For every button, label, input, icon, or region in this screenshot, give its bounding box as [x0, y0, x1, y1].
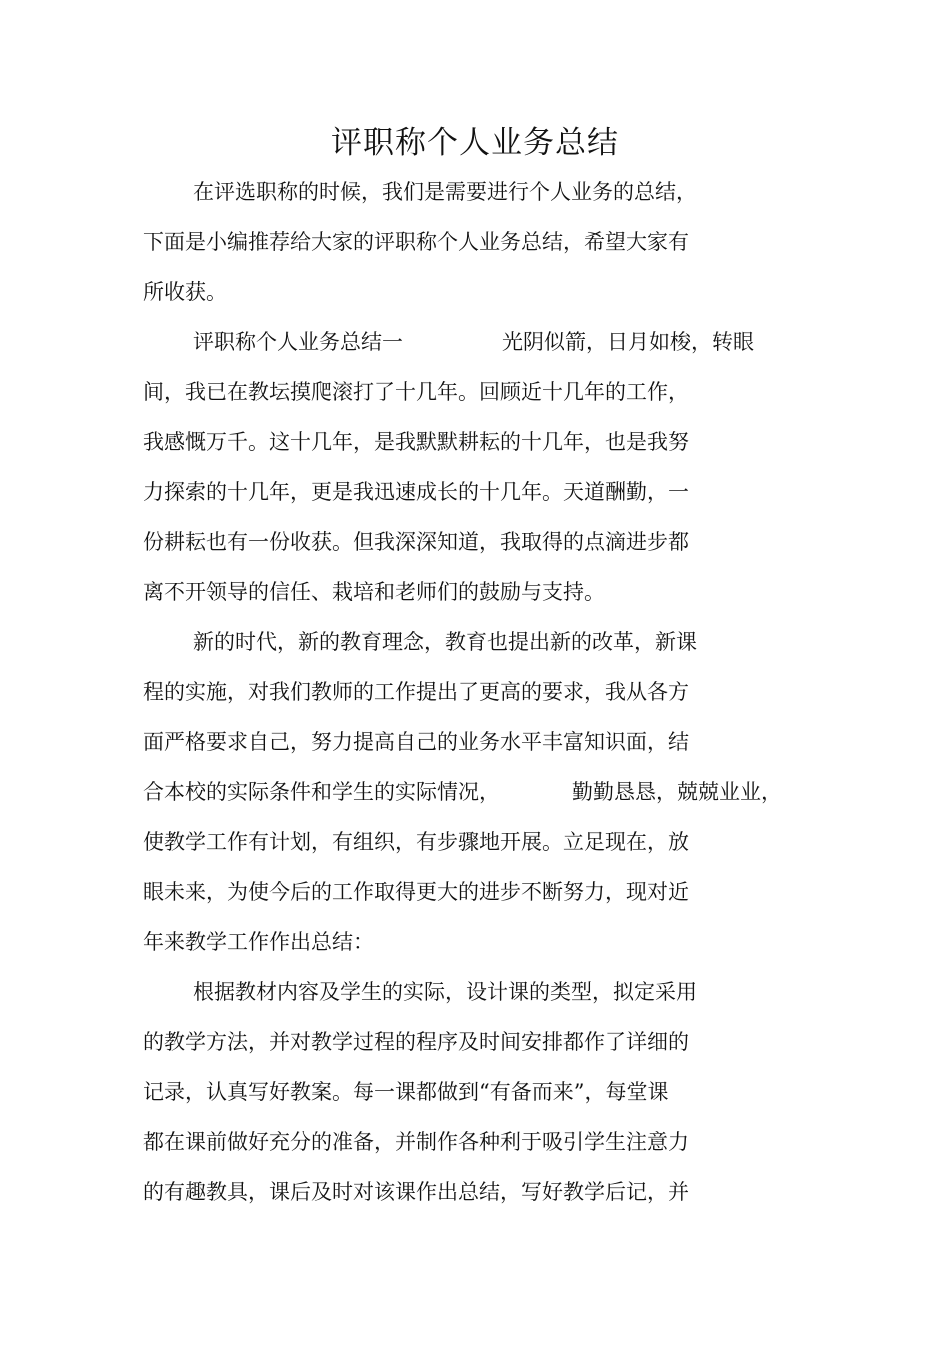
paragraph-line: 都在课前做好充分的准备，并制作各种利于吸引学生注意力 — [143, 1130, 689, 1154]
section-heading: 评职称个人业务总结一 — [193, 330, 403, 354]
paragraph-line: 力探索的十几年，更是我迅速成长的十几年。天道酬勤，一 — [143, 480, 689, 504]
paragraph-line: 我感慨万千。这十几年，是我默默耕耘的十几年，也是我努 — [143, 430, 689, 454]
paragraph-line: 光阴似箭，日月如梭，转眼 — [502, 330, 754, 354]
paragraph-line: 合本校的实际条件和学生的实际情况， — [143, 780, 500, 804]
paragraph-line: 所收获。 — [143, 280, 227, 304]
paragraph-line: 面严格要求自己，努力提高自己的业务水平丰富知识面，结 — [143, 730, 689, 754]
paragraph-line: 程的实施，对我们教师的工作提出了更高的要求，我从各方 — [143, 680, 689, 704]
paragraph-line: 根据教材内容及学生的实际，设计课的类型，拟定采用 — [193, 980, 697, 1004]
paragraph-line: 眼未来，为使今后的工作取得更大的进步不断努力，现对近 — [143, 880, 689, 904]
paragraph-line: 在评选职称的时候，我们是需要进行个人业务的总结， — [193, 180, 697, 204]
document-title: 评职称个人业务总结 — [331, 125, 619, 161]
paragraph-line: 的有趣教具，课后及时对该课作出总结，写好教学后记，并 — [143, 1180, 689, 1204]
paragraph-line: 勤勤恳恳，兢兢业业， — [572, 780, 782, 804]
paragraph-line: 的教学方法，并对教学过程的程序及时间安排都作了详细的 — [143, 1030, 689, 1054]
paragraph-line: 新的时代，新的教育理念，教育也提出新的改革，新课 — [193, 630, 697, 654]
paragraph-line: 离不开领导的信任、栽培和老师们的鼓励与支持。 — [143, 580, 605, 604]
paragraph-line: 记录，认真写好教案。每一课都做到“有备而来”，每堂课 — [143, 1080, 669, 1104]
paragraph-line: 份耕耘也有一份收获。但我深深知道，我取得的点滴进步都 — [143, 530, 689, 554]
paragraph-line: 间，我已在教坛摸爬滚打了十几年。回顾近十几年的工作， — [143, 380, 689, 404]
paragraph-line: 下面是小编推荐给大家的评职称个人业务总结，希望大家有 — [143, 230, 689, 254]
paragraph-line: 年来教学工作作出总结： — [143, 930, 374, 954]
paragraph-line: 使教学工作有计划，有组织，有步骤地开展。立足现在，放 — [143, 830, 689, 854]
